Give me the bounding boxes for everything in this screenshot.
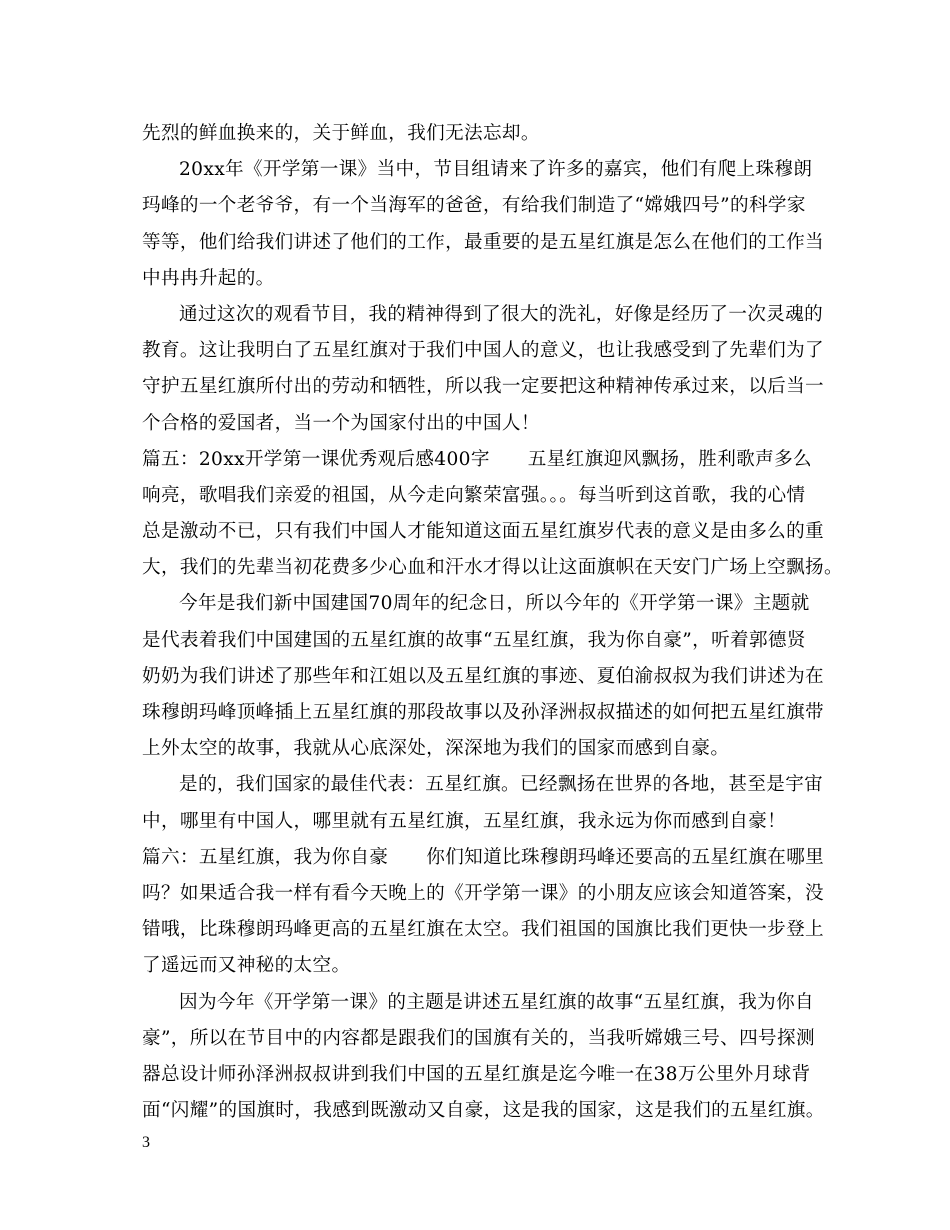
text-line: 中，哪里有中国人，哪里就有五星红旗，五星红旗，我永远为你而感到自豪！ (142, 810, 787, 832)
text-line: 豪”，所以在节目中的内容都是跟我们的国旗有关的，当我听嫦娥三号、四号探测 (142, 1027, 815, 1049)
text-line: 等等，他们给我们讲述了他们的工作，最重要的是五星红旗是怎么在他们的工作当 (142, 231, 824, 253)
section-text: 你们知道比珠穆朗玛峰还要高的五星红旗在哪里 (426, 846, 825, 868)
text-line: 中冉冉升起的。 (142, 267, 275, 289)
paragraph-start-line: 因为今年《开学第一课》的主题是讲述五星红旗的故事“五星红旗，我为你自 (179, 991, 815, 1013)
section-heading: 篇六：五星红旗，我为你自豪 (142, 846, 389, 868)
section-heading-line (142, 840, 825, 876)
text-line: 奶奶为我们讲述了那些年和江姐以及五星红旗的事迹、夏伯渝叔叔为我们讲述为在 (142, 665, 824, 687)
text-line: 大，我们的先辈当初花费多少心血和汗水才得以让这面旗帜在天安门广场上空飘扬。 (142, 557, 843, 579)
section-text: 五星红旗迎风飘扬，胜利歌声多么 (527, 448, 812, 470)
text-line: 守护五星红旗所付出的劳动和牺牲，所以我一定要把这种精神传承过来，以后当一 (142, 376, 824, 398)
page-number: 3 (142, 1134, 150, 1151)
section-heading: 篇五：20xx开学第一课优秀观后感400字 (142, 448, 490, 470)
text-line: 了遥远而又神秘的太空。 (142, 955, 351, 977)
text-line: 是代表着我们中国建国的五星红旗的故事“五星红旗，我为你自豪”，听着郭德贤 (142, 629, 806, 651)
text-line: 总是激动不已，只有我们中国人才能知道这面五星红旗岁代表的意义是由多么的重 (142, 521, 824, 543)
text-line: 响亮，歌唱我们亲爱的祖国，从今走向繁荣富强。。。每当听到这首歌，我的心情 (142, 484, 806, 506)
text-line: 器总设计师孙泽洲叔叔讲到我们中国的五星红旗是迄今唯一在38万公里外月球背 (142, 1063, 811, 1085)
text-line: 错哦，比珠穆朗玛峰更高的五星红旗在太空。我们祖国的国旗比我们更快一步登上 (142, 919, 824, 941)
text-line: 上外太空的故事，我就从心底深处，深深地为我们的国家而感到自豪。 (142, 738, 730, 760)
document-body (142, 116, 843, 1129)
text-line: 吗？如果适合我一样有看今天晚上的《开学第一课》的小朋友应该会知道答案，没 (142, 882, 824, 904)
text-line: 教育。这让我明白了五星红旗对于我们中国人的意义，也让我感受到了先辈们为了 (142, 340, 824, 362)
text-line: 面“闪耀”的国旗时，我感到既激动又自豪，这是我的国家，这是我们的五星红旗。 (142, 1100, 825, 1122)
paragraph-start-line: 20xx年《开学第一课》当中，节目组请来了许多的嘉宾，他们有爬上珠穆朗 (179, 159, 813, 181)
text-line: 先烈的鲜血换来的，关于鲜血，我们无法忘却。 (142, 123, 540, 144)
section-heading-line (142, 442, 812, 478)
paragraph-start-line: 是的，我们国家的最佳代表：五星红旗。已经飘扬在世界的各地，甚至是宇宙 (179, 774, 824, 796)
text-line: 玛峰的一个老爷爷，有一个当海军的爸爸，有给我们制造了“嫦娥四号”的科学家 (142, 195, 806, 217)
paragraph-start-line: 今年是我们新中国建国70周年的纪念日，所以今年的《开学第一课》主题就 (179, 593, 810, 615)
paragraph-start-line: 通过这次的观看节目，我的精神得到了很大的洗礼，好像是经历了一次灵魂的 (179, 303, 824, 325)
text-line: 个合格的爱国者，当一个为国家付出的中国人！ (142, 412, 540, 434)
text-line: 珠穆朗玛峰顶峰插上五星红旗的那段故事以及孙泽洲叔叔描述的如何把五星红旗带 (142, 702, 824, 723)
